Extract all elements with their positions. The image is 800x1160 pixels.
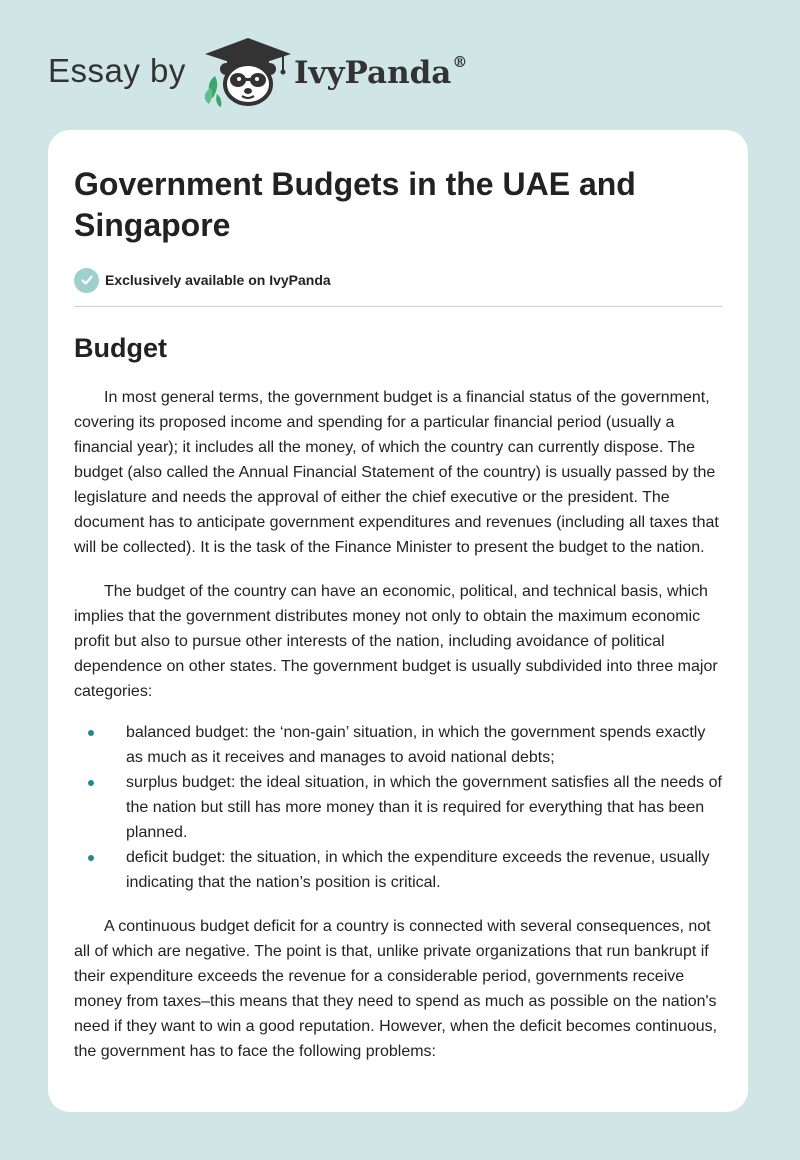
paragraph: The budget of the country can have an economic, political, and technical basis, which implies that the government distributes money not only to obtain the maximum economic profit but also to pursue other interests of the nation, including avoidance of political dependence on other states. The government budget is usually subdivided into three major categories: bbox=[74, 583, 718, 700]
list-item bbox=[126, 720, 722, 770]
ivypanda-logo-icon[interactable] bbox=[203, 36, 293, 108]
divider bbox=[74, 306, 722, 307]
registered-mark: ® bbox=[452, 53, 468, 71]
paragraph: In most general terms, the government budget is a financial status of the government, covering its proposed income and spending for a particular financial period (usually a financial year); it includes all the money, of which the country can currently dispose. The budget (also called the Annual Financial Statement of the country) is usually passed by the legislature and needs the approval of either the chief executive or the president. The document has to anticipate government expenditures and revenues (including all taxes that will be collected). It is the task of the Finance Minister to present the budget to the nation. bbox=[74, 389, 719, 556]
site-header bbox=[0, 0, 800, 130]
exclusive-label: Exclusively available on IvyPanda bbox=[105, 272, 331, 288]
list-item-text: deficit budget: the situation, in which the expenditure exceeds the revenue, usually indicating that the nation’s position is critical. bbox=[126, 849, 710, 891]
list-item-text: surplus budget: the ideal situation, in which the government satisfies all the needs of the nation but still has more money than it is required for everything that has been planned. bbox=[126, 774, 722, 841]
essay-by-label: Essay by bbox=[48, 52, 186, 89]
list-item-text: balanced budget: the ‘non-gain’ situation, in which the government spends exactly as much as it receives and manages to avoid national debts; bbox=[126, 724, 706, 766]
paragraph: A continuous budget deficit for a country is connected with several consequences, not all of which are negative. The point is that, unlike private organizations that run bankrupt if their expenditure exceeds the revenue for a considerable period, governments receive money from taxes–this means that they need to spend as much as possible on the nation's need if they want to win a good reputation. However, when the deficit becomes continuous, the government has to face the following problems: bbox=[74, 918, 718, 1060]
page-title: Government Budgets in the UAE and Singapore bbox=[74, 166, 636, 243]
brand-name[interactable] bbox=[294, 55, 467, 91]
check-icon bbox=[74, 268, 99, 293]
list-item bbox=[126, 845, 722, 895]
bullet-icon bbox=[88, 780, 94, 786]
list-item bbox=[126, 770, 722, 845]
brand-label: IvyPanda bbox=[294, 55, 452, 91]
article-card bbox=[48, 130, 748, 1112]
section-title: Budget bbox=[74, 333, 167, 363]
exclusive-badge bbox=[74, 267, 722, 293]
bullet-icon bbox=[88, 730, 94, 736]
bullet-icon bbox=[88, 855, 94, 861]
budget-categories-list bbox=[74, 720, 722, 895]
